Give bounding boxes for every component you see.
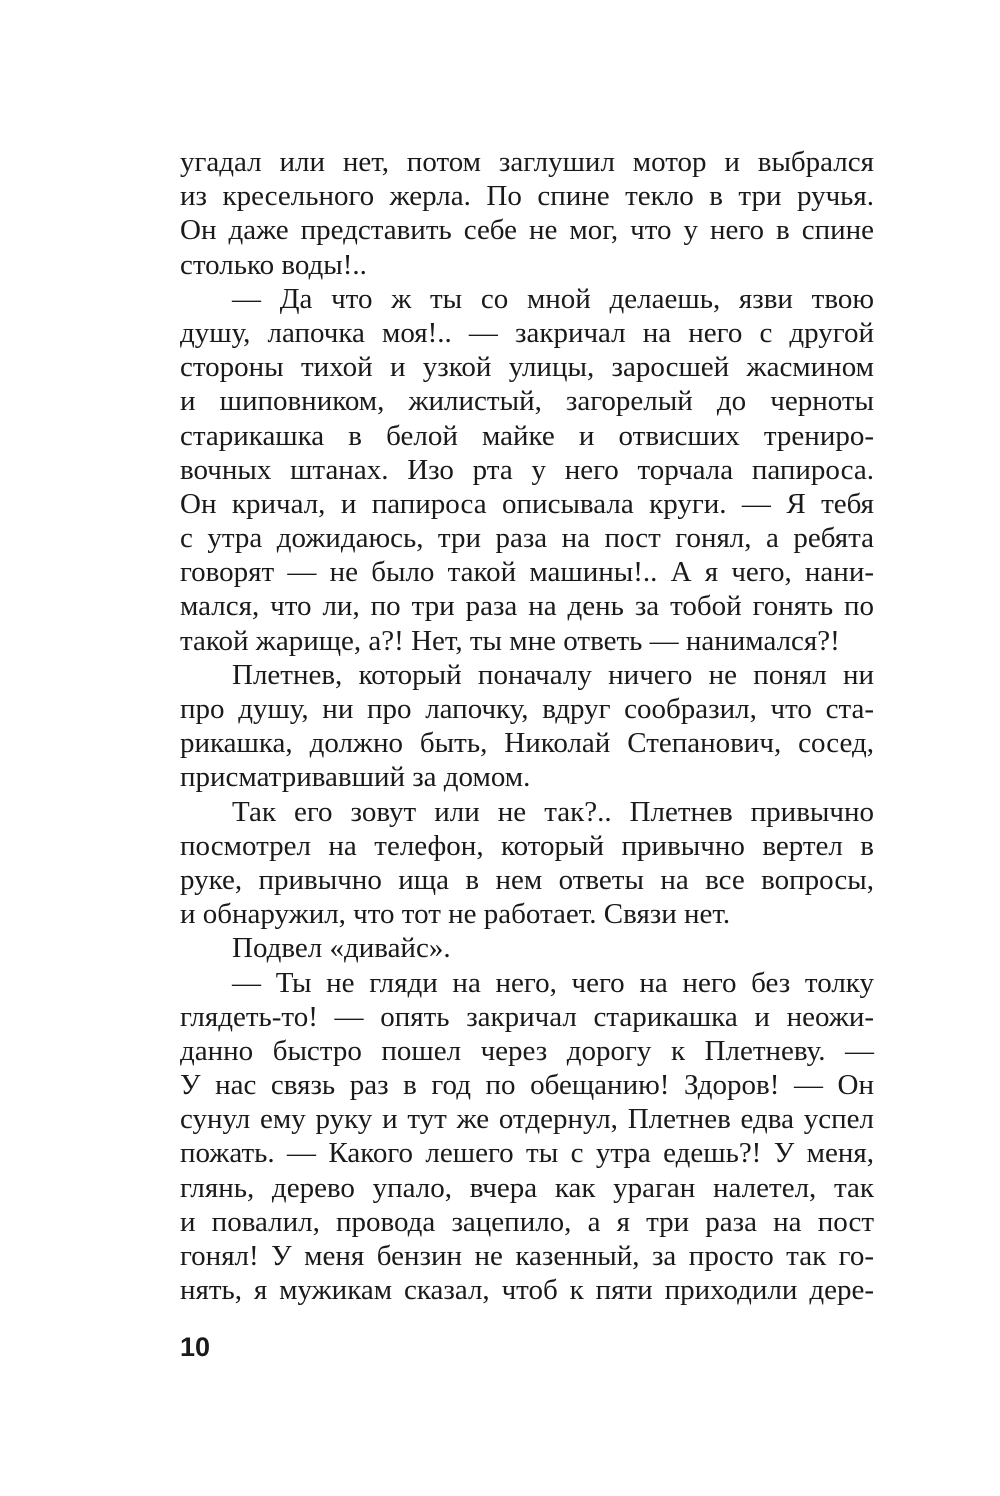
text-line: угадал или нет, потом заглушил мотор и выбрался [180,146,874,178]
text-line: стороны тихой и узкой улицы, заросшей жасмином [180,351,874,384]
text-line: Плетнев, который поначалу ничего не понял ни [232,658,874,691]
text-line: вочных штанах. Изо рта у него торчала папироса. [180,453,874,486]
text-line: и шиповником, жилистый, загорелый до черноты [180,385,874,418]
text-line: сунул ему руку и тут же отдернул, Плетнев едва успел [180,1103,874,1136]
text-line: данно быстро пошел через дорогу к Плетневу. — [180,1034,874,1067]
text-line: присматривавший за домом. [180,761,531,794]
text-line: гонял! У меня бензин не казенный, за просто так го- [180,1240,874,1272]
text-line: столько воды!.. [180,248,367,281]
text-line: с утра дожидаюсь, три раза на пост гонял, а ребята [180,522,874,555]
text-line: Он даже представить себе не мог, что у него в спине [180,214,874,247]
text-line: и обнаружил, что тот не работает. Связи нет. [180,898,731,931]
text-line: из кресельного жерла. По спине текло в три ручья. [180,180,874,213]
text-line: — Да что ж ты со мной делаешь, язви твою [232,282,874,315]
text-line: глянь, дерево упало, вчера как ураган налетел, так [180,1171,874,1204]
text-line: про душу, ни про лапочку, вдруг сообразил, что ста- [180,693,874,725]
text-line: старикашка в белой майке и отвисших трениро- [180,419,874,452]
text-line: нять, я мужикам сказал, чтоб к пяти приходили дере- [180,1274,874,1307]
text-line: говорят — не было такой машины!.. А я чего, нани- [180,556,874,589]
text-line: посмотрел на телефон, который привычно вертел в [180,829,874,862]
text-line: Так его зовут или не так?.. Плетнев привычно [232,795,874,828]
text-line: такой жарище, а?! Нет, ты мне ответь — нанимался?! [180,624,840,657]
text-line: У нас связь раз в год по обещанию! Здоров! — Он [180,1069,874,1102]
page-number: 10 [180,1332,211,1362]
text-line: Он кричал, и папироса описывала круги. — Я тебя [180,487,874,520]
text-line: душу, лапочка моя!.. — закричал на него с другой [180,316,874,349]
text-line: — Ты не гляди на него, чего на него без толку [232,966,874,999]
text-line: руке, привычно ища в нем ответы на все вопросы, [180,863,874,896]
text-line: глядеть-то! — опять закричал старикашка и неожи- [180,1000,874,1033]
body-text [180,145,874,1307]
text-line: пожать. — Какого лешего ты с утра едешь?! У меня, [180,1137,874,1170]
text-line: Подвел «дивайс». [232,932,451,965]
text-line: рикашка, должно быть, Николай Степанович, сосед, [180,727,874,760]
text-line: мался, что ли, по три раза на день за тобой гонять по [180,590,874,623]
text-line: и повалил, провода зацепило, а я три раза на пост [180,1205,874,1238]
